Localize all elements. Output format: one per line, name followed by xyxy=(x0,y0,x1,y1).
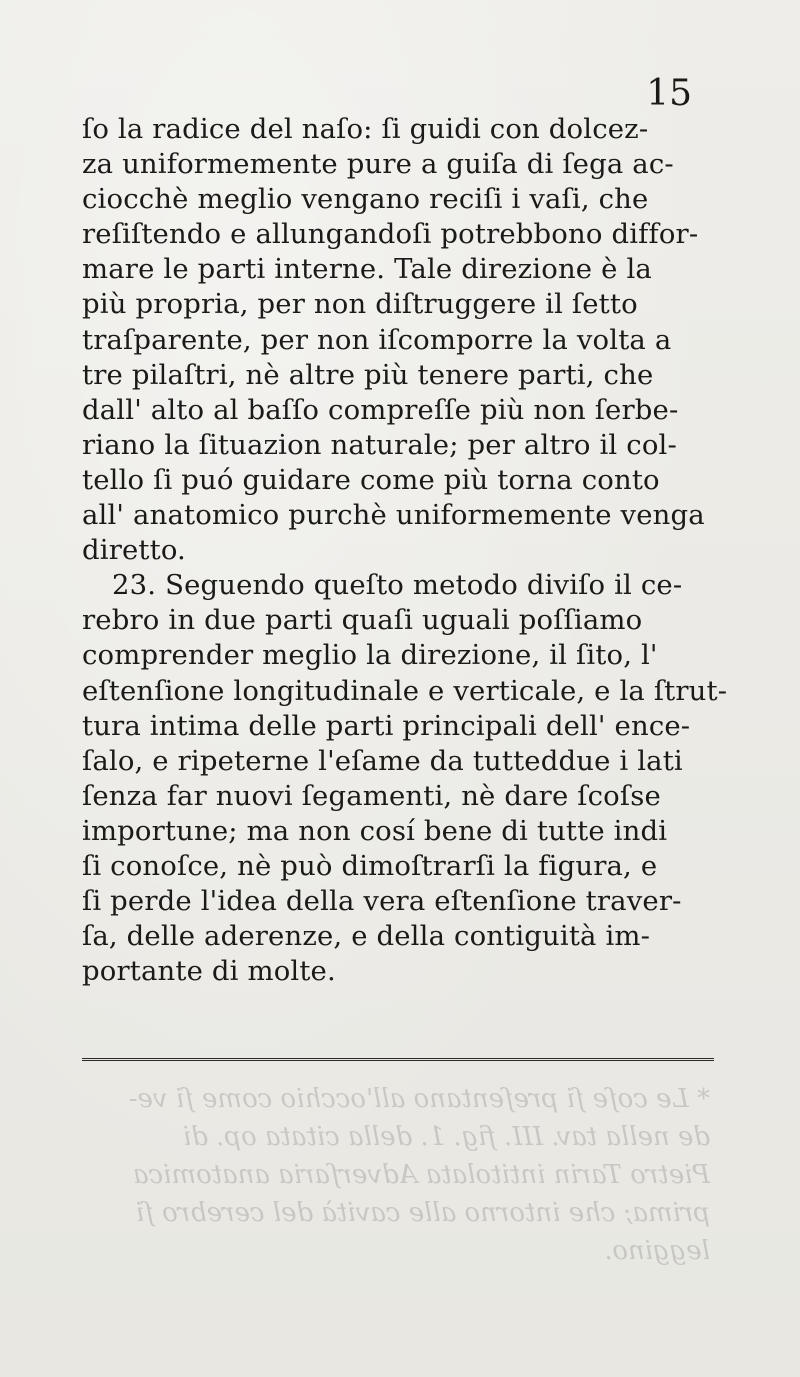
text-line: più propria, per non diſtruggere il ſetto xyxy=(82,288,638,321)
page-number: 15 xyxy=(646,73,692,114)
text-line: ſenza far nuovi ſegamenti, nè dare ſcoſse xyxy=(82,779,661,812)
text-line: tello ſi puó guidare come più torna conto xyxy=(82,463,660,496)
paragraph-start: 23. Seguendo queſto metodo diviſo il ce- xyxy=(112,569,683,602)
text-line: portante di molte. xyxy=(82,955,336,988)
text-line: ciocchè meglio vengano reciſi i vaſi, che xyxy=(82,183,649,216)
bleed-line: de nella tav. III. fig. 1. della citata op. di xyxy=(182,1122,710,1152)
text-line: ſi conoſce, nè può dimoſtrarſi la figura, e xyxy=(82,849,658,882)
text-line: mare le parti interne. Tale direzione è la xyxy=(82,253,652,286)
bleed-line: * Le coſe ſi preſentano all'occhio come ſi ve- xyxy=(128,1084,710,1114)
text-line: eſtenſione longitudinale e verticale, e la ſtrut- xyxy=(82,674,728,707)
text-line: rebro in due parti quaſi uguali poſſiamo xyxy=(82,604,643,637)
text-line: ſa, delle aderenze, e della contiguità im- xyxy=(82,920,651,953)
text-line: comprender meglio la direzione, il ſito, l' xyxy=(82,639,658,672)
bleed-through-text xyxy=(90,1080,710,1270)
text-line: za uniformemente pure a guiſa di ſega ac- xyxy=(82,148,674,181)
bleed-line: prima; che intorno alle cavità del cerebro ſi xyxy=(135,1198,710,1228)
text-line: riano la ſituazion naturale; per altro il col- xyxy=(82,428,677,461)
text-line: traſparente, per non iſcomporre la volta a xyxy=(82,323,672,356)
text-line: reſiſtendo e allungandoſi potrebbono diffor- xyxy=(82,218,699,251)
text-line: ſi perde l'idea della vera eſtenſione traver- xyxy=(82,885,682,918)
text-line: dall' alto al baſſo compreſſe più non ſerbe- xyxy=(82,393,679,426)
text-line: ſo la radice del naſo: ſi guidi con dolcez- xyxy=(82,113,649,145)
text-line: tre pilaſtri, nè altre più tenere parti, che xyxy=(82,358,654,391)
text-line: importune; ma non cosí bene di tutte indi xyxy=(82,814,668,847)
text-line: tura intima delle parti principali dell' ence- xyxy=(82,709,691,742)
text-line: all' anatomico purchè uniformemente venga xyxy=(82,499,705,532)
body-text xyxy=(82,112,728,989)
bleed-line: Pietro Tarin intitolata Adverſaria anatomica xyxy=(133,1160,710,1190)
footnote-rule xyxy=(82,1058,714,1071)
text-line: diretto. xyxy=(82,534,186,567)
bleed-line: leggino. xyxy=(604,1236,710,1266)
text-line: ſalo, e ripeterne l'eſame da tutteddue i lati xyxy=(82,744,683,777)
